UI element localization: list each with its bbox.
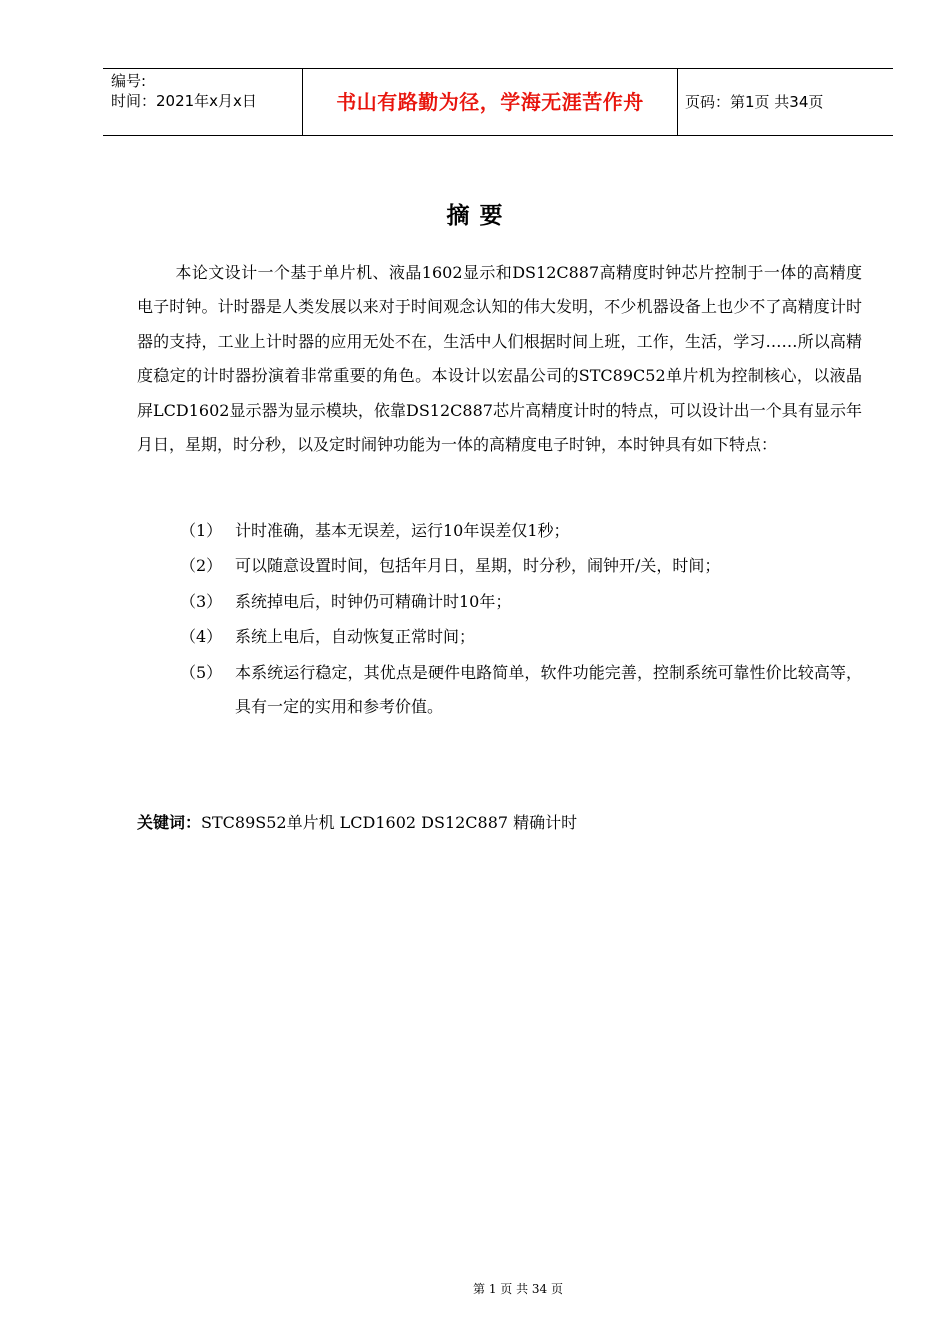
keywords-value: STC89S52单片机 LCD1602 DS12C887 精确计时 [201, 813, 578, 832]
header-motto-cell [303, 69, 678, 135]
feature-item [180, 549, 862, 583]
page-header [103, 68, 893, 136]
page-footer: 第 1 页 共 34 页 [473, 1282, 563, 1296]
feature-number: （3） [180, 592, 223, 611]
keywords-label: 关键词： [137, 813, 202, 832]
feature-item [180, 514, 862, 548]
feature-item [180, 585, 862, 619]
feature-text: 计时准确，基本无误差，运行10年误差仅1秒； [235, 521, 570, 540]
feature-text: 可以随意设置时间，包括年月日，星期，时分秒，闹钟开/关，时间； [235, 556, 721, 575]
feature-text: 系统掉电后，时钟仍可精确计时10年； [235, 592, 512, 611]
header-page-label: 页码：第1页 共34页 [685, 93, 824, 111]
serial-label: 编号: [111, 72, 147, 90]
feature-number: （1） [180, 521, 223, 540]
header-meta [103, 69, 303, 135]
feature-item [180, 620, 862, 654]
keywords-line [137, 808, 577, 838]
feature-number: （4） [180, 627, 223, 646]
header-page-cell [678, 69, 893, 135]
feature-item [180, 656, 862, 725]
header-motto: 书山有路勤为径，学海无涯苦作舟 [336, 90, 644, 114]
abstract-paragraph: 本论文设计一个基于单片机、液晶1602显示和DS12C887高精度时钟芯片控制于一体的高精度电子时钟。计时器是人类发展以来对于时间观念认知的伟大发明，不少机器设备上也少不了高精度计时器的支持，工业上计时器的应用无处不在，生活中人们根据时间上班，工作，生活，学习……所以高精度稳定的计时器扮演着非常重要的角色。本设计以宏晶公司的STC89C52单片机为控制核心，以液晶屏LCD1602显示器为显示模块，依靠DS12C887芯片高精度计时的特点，可以设计出一个具有显示年月日，星期，时分秒，以及定时闹钟功能为一体的高精度电子时钟，本时钟具有如下特点： [137, 263, 862, 455]
feature-number: （5） [180, 663, 223, 682]
time-label: 时间：2021年x月x日 [111, 92, 257, 110]
feature-text: 本系统运行稳定，其优点是硬件电路简单，软件功能完善，控制系统可靠性价比较高等，具有一定的实用和参考价值。 [235, 663, 862, 717]
feature-text: 系统上电后，自动恢复正常时间； [235, 627, 476, 646]
abstract-title: 摘 要 [446, 203, 504, 229]
feature-number: （2） [180, 556, 223, 575]
